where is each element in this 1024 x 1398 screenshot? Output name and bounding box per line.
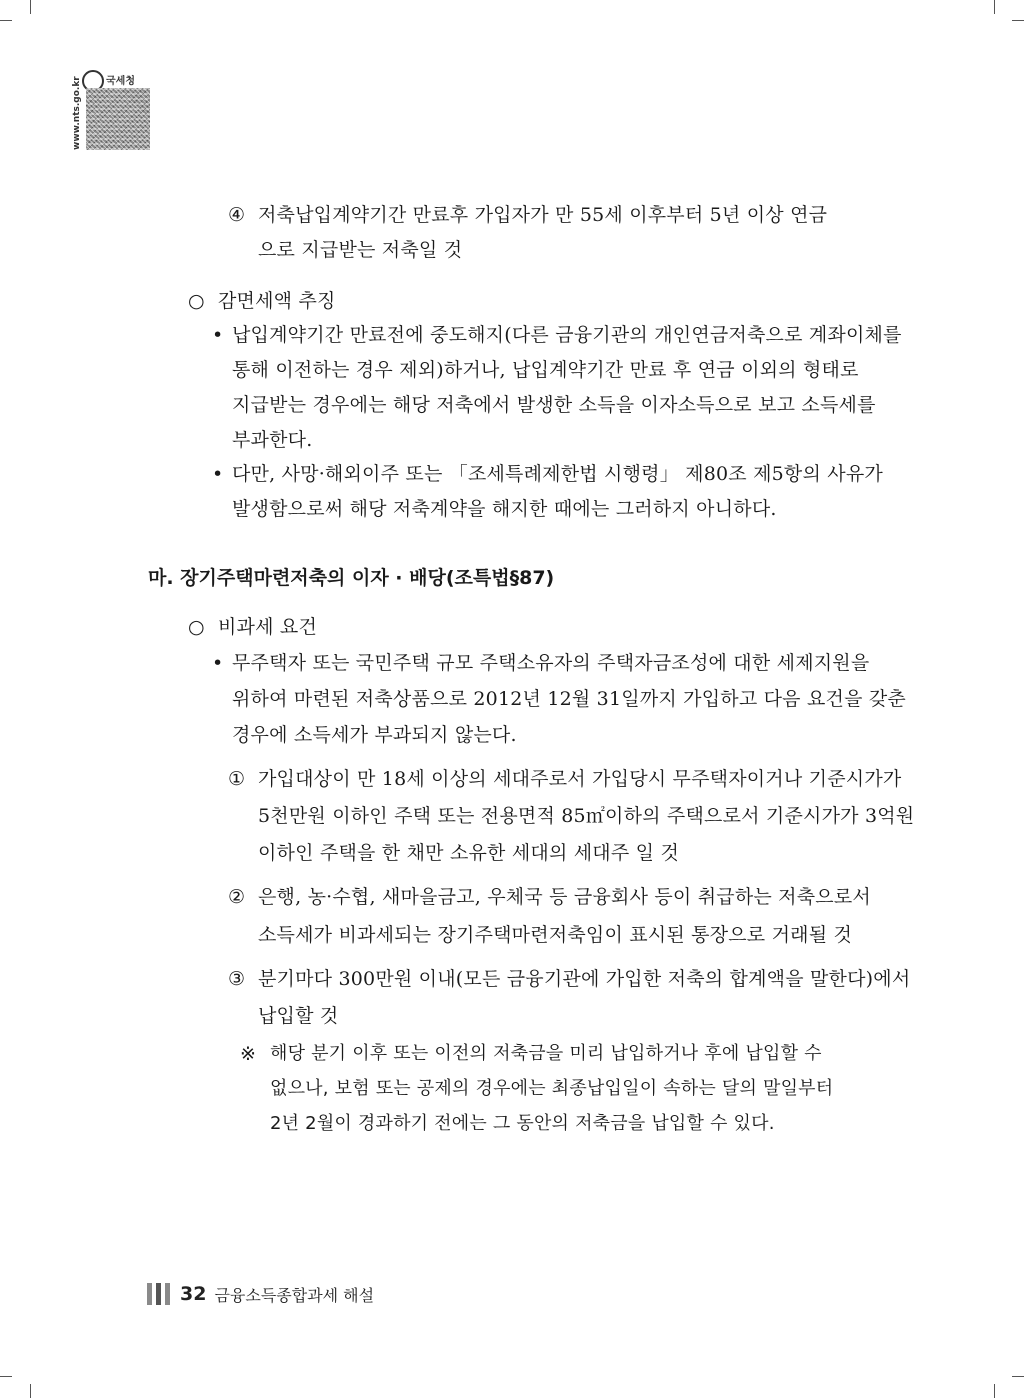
book-title: 금융소득종합과세 해설 — [214, 1285, 375, 1305]
agency-name: 국세청 — [106, 76, 135, 87]
crop-mark — [1012, 20, 1024, 21]
footer-bar — [147, 1283, 152, 1305]
note-line: 없으나, 보험 또는 공제의 경우에는 최종납입일이 속하는 달의 말일부터 — [270, 1078, 834, 1099]
footer-bar — [165, 1283, 170, 1305]
item-marker: ② — [228, 886, 246, 908]
text-line: 은행, 농·수협, 새마을금고, 우체국 등 금융회사 등이 취급하는 저축으로서 — [258, 886, 871, 908]
dot-bullet: • — [212, 324, 224, 346]
crop-mark — [994, 1384, 995, 1398]
crop-mark — [1012, 1376, 1024, 1377]
note-line: 해당 분기 이후 또는 이전의 저축금을 미리 납입하거나 후에 납입할 수 — [270, 1043, 822, 1064]
text-line: 다만, 사망·해외이주 또는 「조세특례제한법 시행령」 제80조 제5항의 사유가 — [232, 463, 883, 485]
text-line: 납입계약기간 만료전에 중도해지(다른 금융기관의 개인연금저축으로 계좌이체를 — [232, 324, 902, 346]
note-line: 2년 2월이 경과하기 전에는 그 동안의 저축금을 납입할 수 있다. — [270, 1113, 775, 1134]
item-marker: ① — [228, 768, 246, 790]
subsection-title: 감면세액 추징 — [218, 290, 336, 312]
crop-mark — [0, 1376, 12, 1377]
text-line: 납입할 것 — [258, 1005, 339, 1027]
text-line: 5천만원 이하인 주택 또는 전용면적 85㎡이하의 주택으로서 기준시가가 3억원 — [258, 805, 915, 827]
text-line: 가입대상이 만 18세 이상의 세대주로서 가입당시 무주택자이거나 기준시가가 — [258, 768, 902, 790]
text-line: 부과한다. — [232, 429, 313, 451]
footer-bar — [156, 1283, 161, 1305]
text-line: 발생함으로써 해당 저축계약을 해지한 때에는 그러하지 아니하다. — [232, 498, 777, 520]
text-line: 지급받는 경우에는 해당 저축에서 발생한 소득을 이자소득으로 보고 소득세를 — [232, 394, 876, 416]
crop-mark — [30, 0, 31, 14]
page-footer — [147, 1282, 374, 1306]
item-marker: ③ — [228, 968, 246, 990]
crop-mark — [994, 0, 995, 14]
text-line: 소득세가 비과세되는 장기주택마련저축임이 표시된 통장으로 거래될 것 — [258, 924, 853, 946]
dot-bullet: • — [212, 652, 224, 674]
text-line: 위하여 마련된 저축상품으로 2012년 12월 31일까지 가입하고 다음 요건을 갖춘 — [232, 688, 906, 710]
text-line: 저축납입계약기간 만료후 가입자가 만 55세 이후부터 5년 이상 연금 — [258, 204, 828, 226]
qr-code-icon — [86, 88, 150, 150]
note-marker: ※ — [240, 1043, 256, 1065]
circle-bullet: ○ — [188, 290, 205, 312]
page-number: 32 — [180, 1283, 207, 1305]
text-line: 무주택자 또는 국민주택 규모 주택소유자의 주택자금조성에 대한 세제지원을 — [232, 652, 870, 674]
dot-bullet: • — [212, 463, 224, 485]
crop-mark — [30, 1384, 31, 1398]
crop-mark — [0, 20, 12, 21]
subsection-title: 비과세 요건 — [218, 616, 318, 638]
agency-url: www.nts.go.kr — [72, 76, 82, 150]
text-line: 통해 이전하는 경우 제외)하거나, 납입계약기간 만료 후 연금 이외의 형태로 — [232, 359, 859, 381]
text-line: 으로 지급받는 저축일 것 — [258, 239, 463, 261]
text-line: 이하인 주택을 한 채만 소유한 세대의 세대주 일 것 — [258, 842, 679, 864]
section-heading: 마. 장기주택마련저축의 이자 · 배당(조특법§87) — [148, 567, 555, 589]
item-marker: ④ — [228, 204, 246, 226]
text-line: 경우에 소득세가 부과되지 않는다. — [232, 724, 517, 746]
text-line: 분기마다 300만원 이내(모든 금융기관에 가입한 저축의 합계액을 말한다)에서 — [258, 968, 911, 990]
circle-bullet: ○ — [188, 616, 205, 638]
